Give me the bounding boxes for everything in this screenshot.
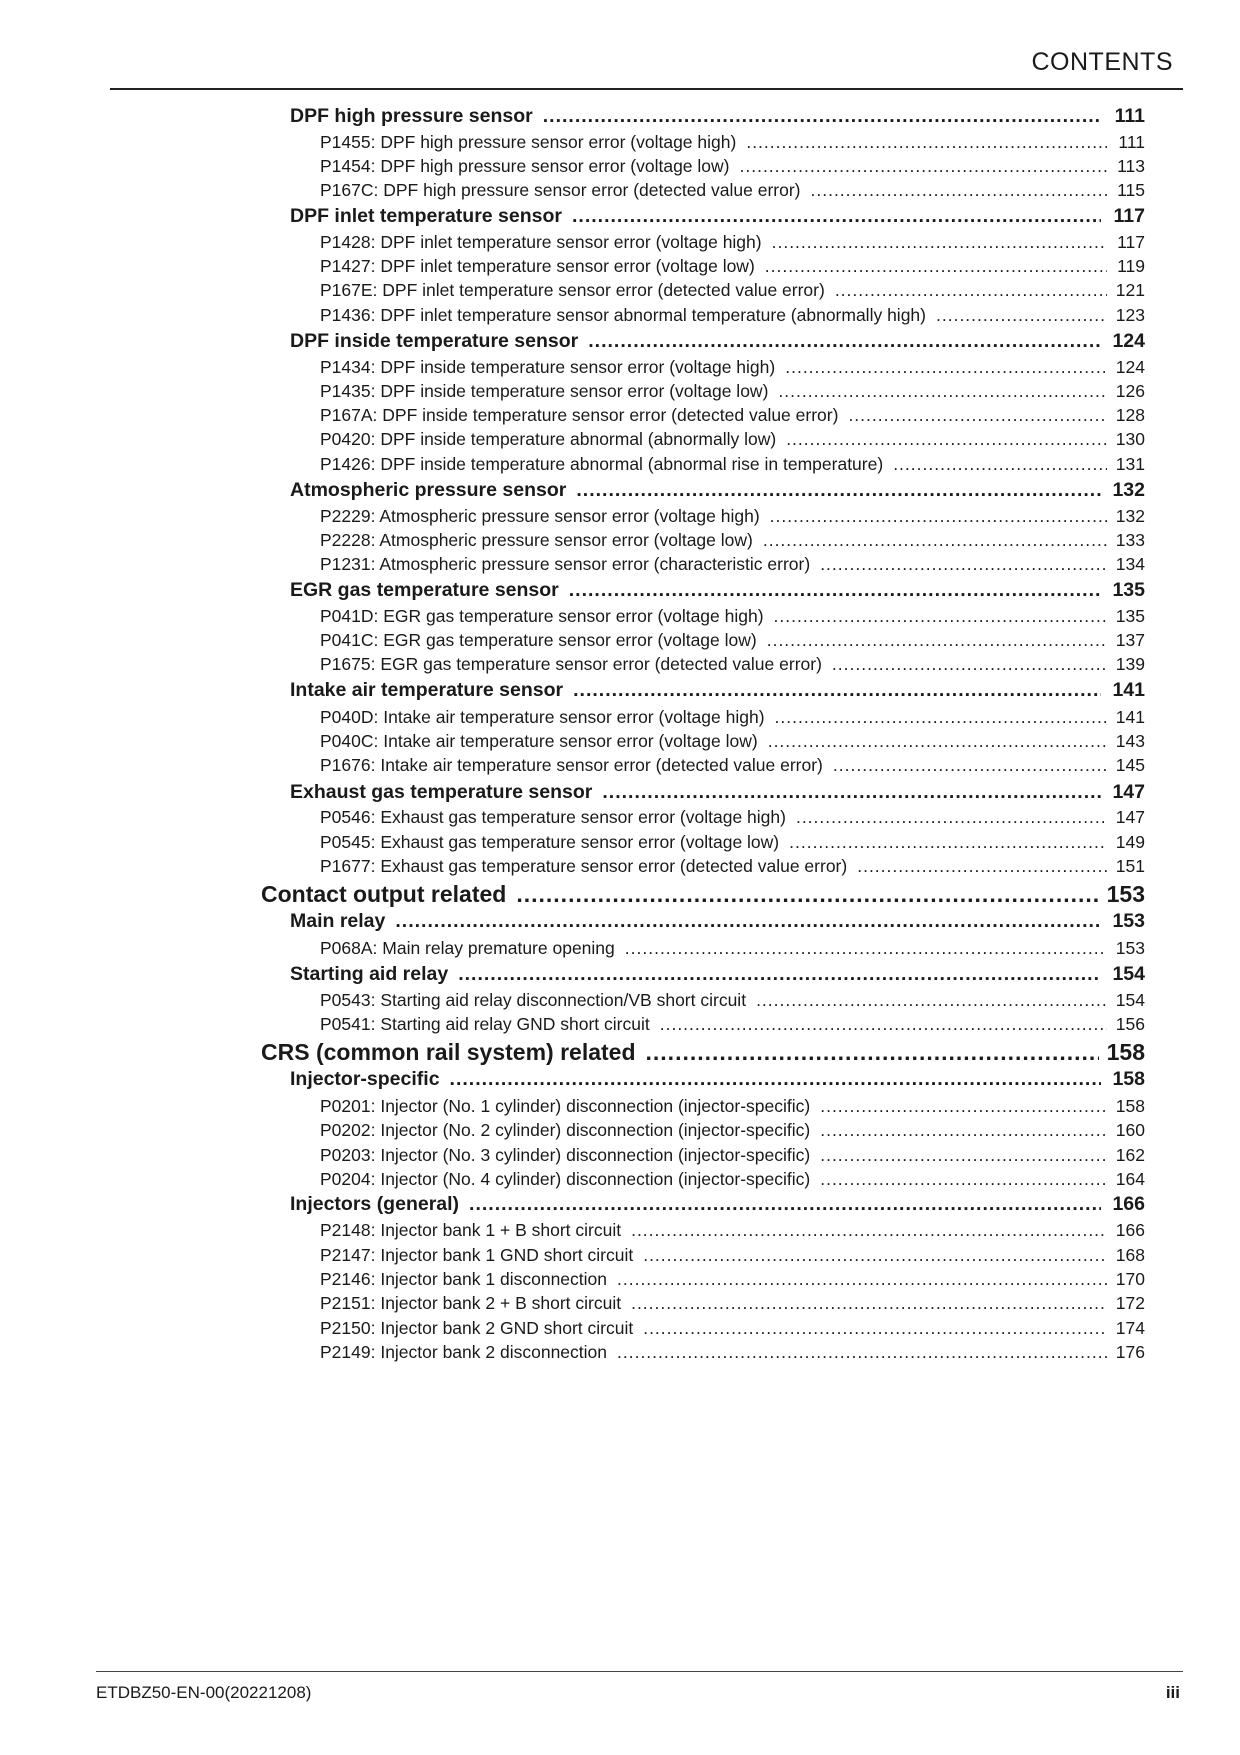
dot-leader xyxy=(767,630,1107,651)
toc-entry-page: 162 xyxy=(1115,1145,1145,1165)
dot-leader xyxy=(573,679,1101,702)
document-code: ETDBZ50-EN-00(20221208) xyxy=(96,1683,312,1702)
toc-entry-page: 134 xyxy=(1115,554,1145,574)
toc-entry-page: 164 xyxy=(1115,1169,1145,1189)
toc-entry[interactable] xyxy=(320,429,1145,450)
toc-section[interactable] xyxy=(290,781,1145,804)
dot-leader xyxy=(786,429,1107,450)
toc-entry-page: 172 xyxy=(1115,1293,1145,1313)
toc-entry[interactable] xyxy=(320,280,1145,301)
toc-entry[interactable] xyxy=(320,731,1145,752)
toc-entry-title: Atmospheric pressure sensor xyxy=(290,479,567,501)
toc-entry-title: EGR gas temperature sensor xyxy=(290,579,559,601)
toc-entry-page: 123 xyxy=(1115,305,1145,325)
dot-leader xyxy=(643,1245,1107,1266)
toc-entry[interactable] xyxy=(320,1169,1145,1190)
dot-leader xyxy=(820,1120,1107,1141)
toc-entry-page: 119 xyxy=(1117,256,1145,276)
dot-leader xyxy=(820,1145,1107,1166)
toc-entry-title: Exhaust gas temperature sensor xyxy=(290,781,593,803)
toc-entry[interactable] xyxy=(320,1014,1145,1035)
toc-entry-title: P0201: Injector (No. 1 cylinder) disconnection (injector-specific) xyxy=(320,1096,811,1116)
toc-entry[interactable] xyxy=(320,807,1145,828)
dot-leader xyxy=(625,938,1107,959)
dot-leader xyxy=(617,1342,1107,1363)
toc-entry[interactable] xyxy=(320,1269,1145,1290)
toc-entry-page: 137 xyxy=(1115,630,1145,650)
toc-entry[interactable] xyxy=(320,381,1145,402)
header-divider xyxy=(110,88,1183,90)
toc-entry-page: 131 xyxy=(1115,454,1145,474)
page-number: iii xyxy=(1165,1683,1180,1702)
toc-entry[interactable] xyxy=(320,1145,1145,1166)
toc-chapter[interactable] xyxy=(261,1039,1145,1066)
toc-section[interactable] xyxy=(290,479,1145,502)
dot-leader xyxy=(617,1269,1107,1290)
toc-entry-title: P1455: DPF high pressure sensor error (voltage high) xyxy=(320,132,737,152)
toc-entry[interactable] xyxy=(320,232,1145,253)
toc-entry-title: P1427: DPF inlet temperature sensor error (voltage low) xyxy=(320,256,755,276)
toc-entry-page: 126 xyxy=(1115,381,1145,401)
toc-entry-title: DPF inlet temperature sensor xyxy=(290,205,562,227)
toc-entry[interactable] xyxy=(320,1318,1145,1339)
toc-entry-title: P2149: Injector bank 2 disconnection xyxy=(320,1342,607,1362)
toc-entry-page: 158 xyxy=(1106,1039,1145,1065)
toc-entry-title: P167C: DPF high pressure sensor error (detected value error) xyxy=(320,180,801,200)
toc-entry-page: 145 xyxy=(1115,755,1145,775)
dot-leader xyxy=(936,305,1107,326)
toc-entry-title: P0203: Injector (No. 3 cylinder) disconnection (injector-specific) xyxy=(320,1145,811,1165)
toc-entry-title: P2146: Injector bank 1 disconnection xyxy=(320,1269,607,1289)
toc-entry[interactable] xyxy=(320,405,1145,426)
toc-entry-title: P0543: Starting aid relay disconnection/VB short circuit xyxy=(320,990,747,1010)
toc-entry-title: Intake air temperature sensor xyxy=(290,679,564,701)
dot-leader xyxy=(395,910,1101,933)
dot-leader xyxy=(469,1193,1101,1216)
toc-entry-page: 117 xyxy=(1117,232,1145,252)
toc-entry-title: Contact output related xyxy=(261,881,507,907)
dot-leader xyxy=(848,405,1107,426)
toc-entry-page: 124 xyxy=(1112,330,1145,352)
toc-entry[interactable] xyxy=(320,606,1145,627)
toc-entry-title: P0204: Injector (No. 4 cylinder) disconnection (injector-specific) xyxy=(320,1169,811,1189)
toc-entry-page: 153 xyxy=(1106,881,1145,907)
toc-section[interactable] xyxy=(290,205,1145,228)
toc-entry-title: P1428: DPF inlet temperature sensor error (voltage high) xyxy=(320,232,762,252)
toc-entry-page: 133 xyxy=(1115,530,1145,550)
toc-section[interactable] xyxy=(290,579,1145,602)
toc-entry-title: P2150: Injector bank 2 GND short circuit xyxy=(320,1318,634,1338)
toc-entry-title: Main relay xyxy=(290,910,386,932)
toc-entry-title: P2151: Injector bank 2 + B short circuit xyxy=(320,1293,622,1313)
toc-entry-title: P1676: Intake air temperature sensor error (detected value error) xyxy=(320,755,823,775)
page-header-title: CONTENTS xyxy=(1031,48,1173,76)
toc-entry-title: P1426: DPF inside temperature abnormal (abnormal rise in temperature) xyxy=(320,454,884,474)
dot-leader xyxy=(768,731,1107,752)
toc-entry-page: 115 xyxy=(1117,180,1145,200)
toc-entry-page: 117 xyxy=(1113,205,1145,227)
toc-entry-title: P040C: Intake air temperature sensor error (voltage low) xyxy=(320,731,758,751)
toc-entry-title: P1675: EGR gas temperature sensor error (detected value error) xyxy=(320,654,822,674)
toc-entry[interactable] xyxy=(320,630,1145,651)
dot-leader xyxy=(796,807,1107,828)
dot-leader xyxy=(660,1014,1107,1035)
toc-entry-page: 121 xyxy=(1115,280,1145,300)
dot-leader xyxy=(588,330,1101,353)
toc-entry-title: P041C: EGR gas temperature sensor error (voltage low) xyxy=(320,630,757,650)
toc-entry[interactable] xyxy=(320,1293,1145,1314)
dot-leader xyxy=(450,1068,1101,1091)
toc-entry-page: 111 xyxy=(1114,105,1145,127)
toc-entry-title: P2147: Injector bank 1 GND short circuit xyxy=(320,1245,634,1265)
toc-entry[interactable] xyxy=(320,856,1145,877)
toc-entry-title: P041D: EGR gas temperature sensor error (voltage high) xyxy=(320,606,764,626)
toc-entry-page: 132 xyxy=(1112,479,1145,501)
toc-entry-page: 158 xyxy=(1112,1068,1145,1090)
toc-entry[interactable] xyxy=(320,832,1145,853)
dot-leader xyxy=(756,990,1107,1011)
dot-leader xyxy=(820,1096,1107,1117)
dot-leader xyxy=(543,105,1101,128)
dot-leader xyxy=(643,1318,1107,1339)
dot-leader xyxy=(572,205,1101,228)
toc-section[interactable] xyxy=(290,963,1145,986)
toc-entry-title: P1434: DPF inside temperature sensor error (voltage high) xyxy=(320,357,776,377)
toc-entry[interactable] xyxy=(320,156,1145,177)
toc-entry-page: 176 xyxy=(1115,1342,1145,1362)
dot-leader xyxy=(775,707,1107,728)
footer-divider xyxy=(96,1671,1183,1672)
dot-leader xyxy=(458,963,1101,986)
toc-entry[interactable] xyxy=(320,1120,1145,1141)
toc-entry-page: 153 xyxy=(1115,938,1145,958)
toc-entry[interactable] xyxy=(320,180,1145,201)
toc-entry[interactable] xyxy=(320,1096,1145,1117)
toc-entry[interactable] xyxy=(320,938,1145,959)
toc-entry-page: 168 xyxy=(1115,1245,1145,1265)
toc-entry-page: 160 xyxy=(1115,1120,1145,1140)
toc-section[interactable] xyxy=(290,105,1145,128)
toc-entry[interactable] xyxy=(320,506,1145,527)
toc-entry-title: P167E: DPF inlet temperature sensor error (detected value error) xyxy=(320,280,825,300)
toc-entry[interactable] xyxy=(320,755,1145,776)
toc-entry[interactable] xyxy=(320,454,1145,475)
toc-entry-title: Injector-specific xyxy=(290,1068,440,1090)
toc-entry-page: 153 xyxy=(1112,910,1145,932)
dot-leader xyxy=(740,156,1108,177)
dot-leader xyxy=(778,381,1107,402)
dot-leader xyxy=(770,506,1107,527)
toc-entry-page: 154 xyxy=(1112,963,1145,985)
dot-leader xyxy=(893,454,1107,475)
toc-entry-page: 154 xyxy=(1115,990,1145,1010)
dot-leader xyxy=(833,755,1107,776)
toc-entry-title: P040D: Intake air temperature sensor error (voltage high) xyxy=(320,707,765,727)
toc-entry[interactable] xyxy=(320,554,1145,575)
dot-leader xyxy=(832,654,1107,675)
dot-leader xyxy=(763,530,1107,551)
toc-entry-page: 113 xyxy=(1117,156,1145,176)
toc-entry-title: P2228: Atmospheric pressure sensor error (voltage low) xyxy=(320,530,753,550)
toc-entry[interactable] xyxy=(320,707,1145,728)
dot-leader xyxy=(746,132,1107,153)
dot-leader xyxy=(820,554,1107,575)
toc-entry-page: 158 xyxy=(1115,1096,1145,1116)
toc-entry-title: DPF high pressure sensor xyxy=(290,105,533,127)
toc-entry-page: 147 xyxy=(1115,807,1145,827)
toc-section[interactable] xyxy=(290,1068,1145,1091)
toc-entry-page: 151 xyxy=(1115,856,1145,876)
toc-entry-title: P0546: Exhaust gas temperature sensor error (voltage high) xyxy=(320,807,786,827)
dot-leader xyxy=(835,280,1107,301)
toc-entry[interactable] xyxy=(320,1342,1145,1363)
toc-entry-title: Injectors (general) xyxy=(290,1193,460,1215)
toc-entry-page: 135 xyxy=(1112,579,1145,601)
dot-leader xyxy=(857,856,1107,877)
toc-section[interactable] xyxy=(290,330,1145,353)
toc-entry-page: 130 xyxy=(1115,429,1145,449)
toc-entry-title: DPF inside temperature sensor xyxy=(290,330,579,352)
toc-section[interactable] xyxy=(290,910,1145,933)
dot-leader xyxy=(820,1169,1107,1190)
toc-entry[interactable] xyxy=(320,990,1145,1011)
toc-entry-page: 166 xyxy=(1112,1193,1145,1215)
toc-entry-title: P1436: DPF inlet temperature sensor abnormal temperature (abnormally high) xyxy=(320,305,926,325)
toc-entry[interactable] xyxy=(320,256,1145,277)
toc-entry-page: 170 xyxy=(1115,1269,1145,1289)
dot-leader xyxy=(811,180,1108,201)
toc-entry-page: 156 xyxy=(1115,1014,1145,1034)
dot-leader xyxy=(765,256,1107,277)
toc-entry-title: P1454: DPF high pressure sensor error (voltage low) xyxy=(320,156,730,176)
toc-entry[interactable] xyxy=(320,530,1145,551)
toc-entry-title: P2229: Atmospheric pressure sensor error (voltage high) xyxy=(320,506,760,526)
toc-entry-page: 141 xyxy=(1115,707,1145,727)
toc-entry-title: P1677: Exhaust gas temperature sensor error (detected value error) xyxy=(320,856,848,876)
dot-leader xyxy=(576,479,1101,502)
toc-entry-title: P1231: Atmospheric pressure sensor error (characteristic error) xyxy=(320,554,811,574)
toc-entry[interactable] xyxy=(320,132,1145,153)
toc-entry-page: 149 xyxy=(1115,832,1145,852)
toc-entry[interactable] xyxy=(320,357,1145,378)
toc-section[interactable] xyxy=(290,679,1145,702)
toc-entry-page: 166 xyxy=(1115,1220,1145,1240)
dot-leader xyxy=(789,832,1107,853)
toc-entry-title: P0420: DPF inside temperature abnormal (abnormally low) xyxy=(320,429,777,449)
dot-leader xyxy=(774,606,1107,627)
toc-entry-title: P1435: DPF inside temperature sensor error (voltage low) xyxy=(320,381,769,401)
toc-entry-title: P167A: DPF inside temperature sensor error (detected value error) xyxy=(320,405,839,425)
toc-entry-page: 124 xyxy=(1115,357,1145,377)
toc-entry-page: 111 xyxy=(1118,132,1145,152)
toc-entry[interactable] xyxy=(320,1220,1145,1241)
toc-entry-title: P2148: Injector bank 1 + B short circuit xyxy=(320,1220,622,1240)
toc-entry-title: P0202: Injector (No. 2 cylinder) disconnection (injector-specific) xyxy=(320,1120,811,1140)
toc-entry-page: 132 xyxy=(1115,506,1145,526)
dot-leader xyxy=(785,357,1107,378)
toc-entry-page: 135 xyxy=(1115,606,1145,626)
toc-entry[interactable] xyxy=(320,654,1145,675)
dot-leader xyxy=(772,232,1107,253)
dot-leader xyxy=(602,781,1101,804)
dot-leader xyxy=(569,579,1101,602)
toc-entry-page: 128 xyxy=(1115,405,1145,425)
dot-leader xyxy=(516,881,1098,908)
toc-entry-title: Starting aid relay xyxy=(290,963,449,985)
toc-entry[interactable] xyxy=(320,1245,1145,1266)
toc-entry[interactable] xyxy=(320,305,1145,326)
toc-entry-page: 143 xyxy=(1115,731,1145,751)
toc-entry-title: P0545: Exhaust gas temperature sensor error (voltage low) xyxy=(320,832,780,852)
dot-leader xyxy=(646,1039,1099,1066)
toc-entry-page: 139 xyxy=(1115,654,1145,674)
dot-leader xyxy=(631,1293,1107,1314)
toc-entry-page: 174 xyxy=(1115,1318,1145,1338)
toc-entry-page: 141 xyxy=(1112,679,1145,701)
toc-section[interactable] xyxy=(290,1193,1145,1216)
toc-entry-title: CRS (common rail system) related xyxy=(261,1039,636,1065)
toc-entry-title: P0541: Starting aid relay GND short circuit xyxy=(320,1014,650,1034)
toc-chapter[interactable] xyxy=(261,881,1145,908)
dot-leader xyxy=(631,1220,1107,1241)
toc-entry-page: 147 xyxy=(1112,781,1145,803)
toc-entry-title: P068A: Main relay premature opening xyxy=(320,938,615,958)
